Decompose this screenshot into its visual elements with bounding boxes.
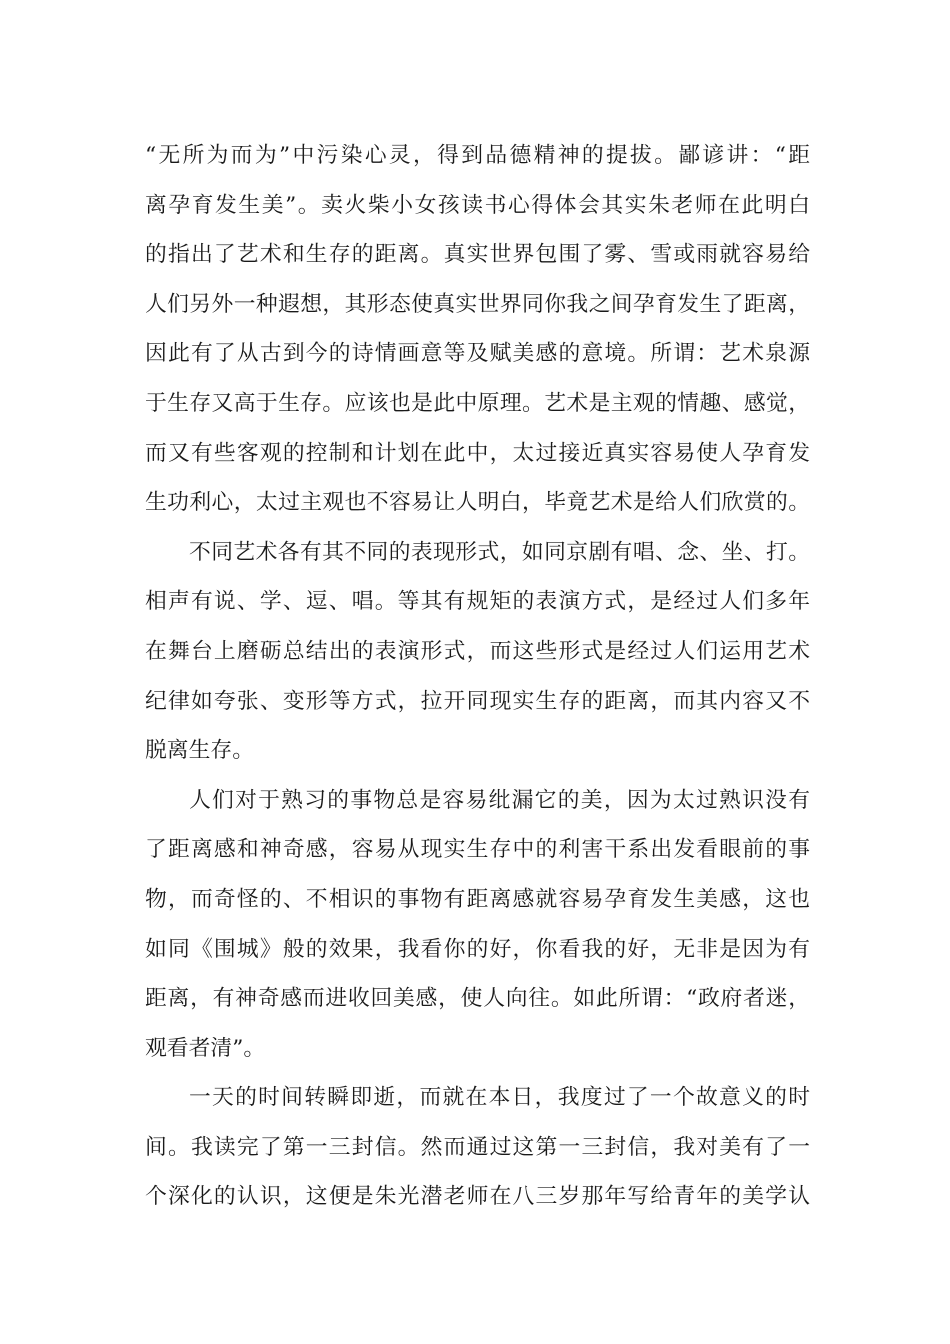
text-line: “无所为而为”中污染心灵，得到品德精神的提拔。鄙谚讲：“距 bbox=[145, 143, 810, 168]
text-line: 不同艺术各有其不同的表现形式，如同京剧有唱、念、坐、打。 bbox=[189, 539, 810, 565]
text-line: 的指出了艺术和生存的距离。真实世界包围了雾、雪或雨就容易给 bbox=[145, 242, 810, 268]
text-line: 纪律如夸张、变形等方式，拉开同现实生存的距离，而其内容又不 bbox=[145, 688, 810, 714]
paragraph bbox=[145, 776, 810, 1074]
text-line: 离孕育发生美”。卖火柴小女孩读书心得体会其实朱老师在此明白 bbox=[145, 192, 810, 218]
document-body bbox=[145, 131, 810, 1222]
text-line: 人们对于熟习的事物总是容易纰漏它的美，因为太过熟识没有 bbox=[189, 787, 810, 813]
text-line: 了距离感和神奇感，容易从现实生存中的利害干系出发看眼前的事 bbox=[145, 837, 810, 863]
text-line: 在舞台上磨砺总结出的表演形式，而这些形式是经过人们运用艺术 bbox=[145, 638, 810, 664]
text-line: 观看者清”。 bbox=[145, 1035, 266, 1061]
paragraph bbox=[145, 1073, 810, 1222]
text-line: 一天的时间转瞬即逝，而就在本日，我度过了一个故意义的时 bbox=[189, 1085, 810, 1111]
text-line: 物，而奇怪的、不相识的事物有距离感就容易孕育发生美感，这也 bbox=[145, 886, 810, 912]
text-line: 因此有了从古到今的诗情画意等及赋美感的意境。所谓：艺术泉源 bbox=[145, 341, 810, 367]
text-line: 而又有些客观的控制和计划在此中，太过接近真实容易使人孕育发 bbox=[145, 440, 810, 466]
text-line: 脱离生存。 bbox=[145, 738, 254, 764]
text-line: 人们另外一种遐想，其形态使真实世界同你我之间孕育发生了距离， bbox=[145, 291, 810, 317]
text-line: 距离，有神奇感而进收回美感，使人向往。如此所谓：“政府者迷， bbox=[145, 986, 810, 1012]
paragraph bbox=[145, 528, 810, 776]
text-line: 如同《围城》般的效果，我看你的好，你看我的好，无非是因为有 bbox=[145, 936, 810, 962]
text-line: 个深化的认识，这便是朱光潜老师在八三岁那年写给青年的美学认 bbox=[145, 1184, 810, 1210]
text-line: 生功利心，太过主观也不容易让人明白，毕竟艺术是给人们欣赏的。 bbox=[145, 490, 810, 516]
paragraph bbox=[145, 131, 810, 528]
text-line: 相声有说、学、逗、唱。等其有规矩的表演方式，是经过人们多年 bbox=[145, 589, 810, 615]
text-line: 于生存又高于生存。应该也是此中原理。艺术是主观的情趣、感觉， bbox=[145, 390, 810, 416]
text-line: 间。我读完了第一三封信。然而通过这第一三封信，我对美有了一 bbox=[145, 1134, 810, 1160]
